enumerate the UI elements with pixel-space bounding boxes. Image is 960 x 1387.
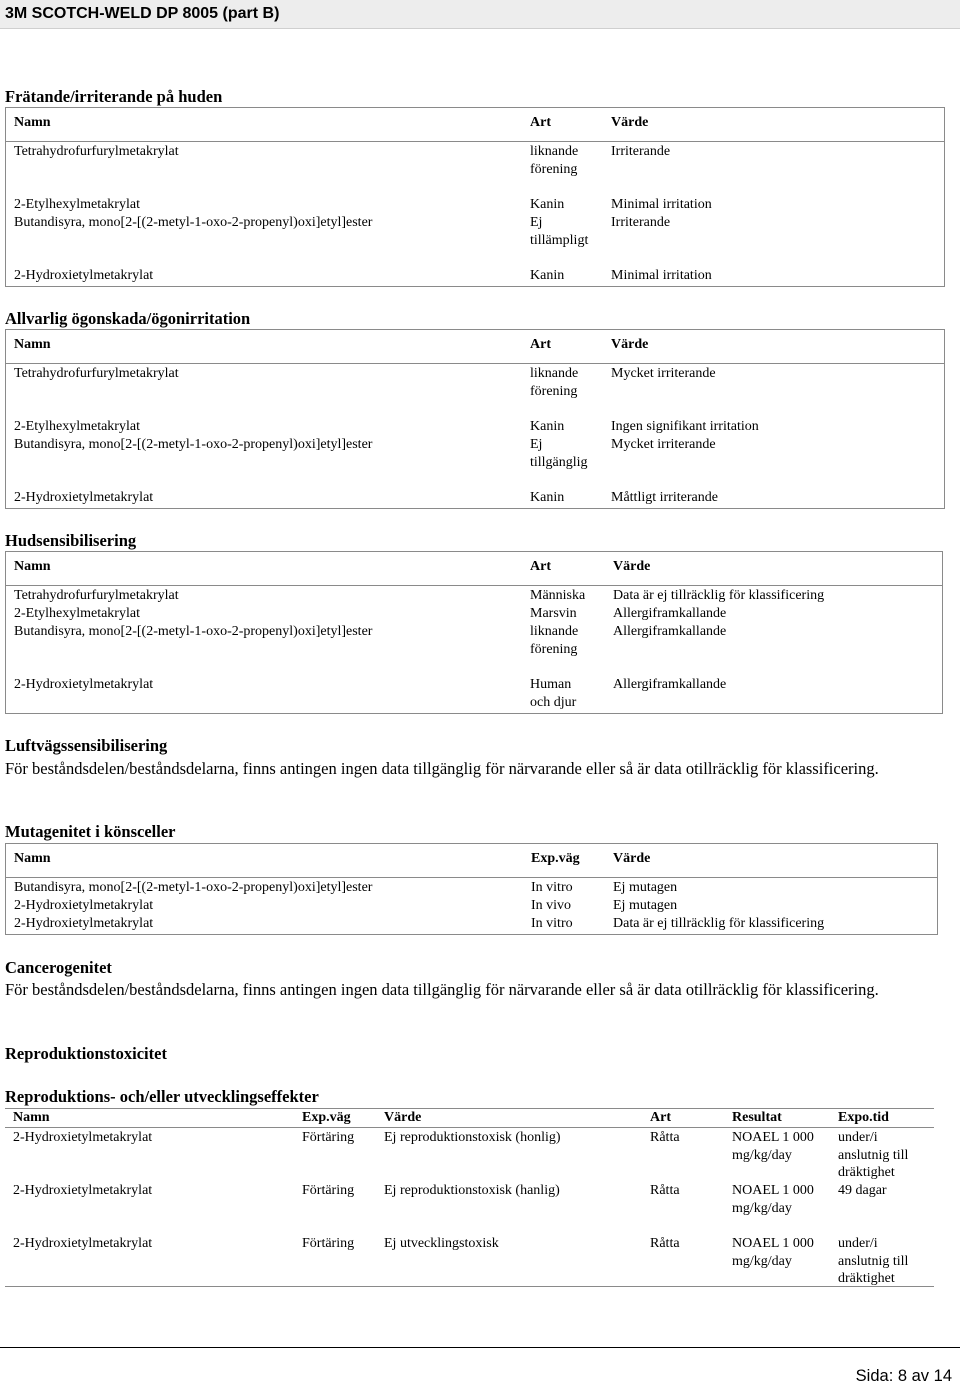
column-header-varde: Värde bbox=[611, 115, 649, 130]
column-header-art: Art bbox=[530, 559, 551, 574]
column-header-art: Art bbox=[650, 1110, 671, 1125]
cell-exp: Förtäring bbox=[302, 1130, 355, 1145]
cell-namn: Butandisyra, mono[2-[(2-metyl-1-oxo-2-propenyl)oxi]etyl]ester bbox=[14, 437, 373, 452]
cell-varde: Ej reproduktionstoxisk (hanlig) bbox=[384, 1183, 560, 1198]
section-title-reproductive-developmental-effects: Reproduktions- och/eller utvecklingseffekter bbox=[5, 1087, 319, 1106]
table-row bbox=[6, 878, 937, 896]
table-row bbox=[5, 1234, 934, 1287]
eye-irritation-table bbox=[5, 329, 945, 509]
table-row bbox=[5, 1128, 934, 1181]
cell-exp: In vitro bbox=[531, 880, 573, 895]
cell-namn: 2-Hydroxietylmetakrylat bbox=[14, 898, 154, 913]
table-row bbox=[6, 213, 944, 266]
table-row bbox=[6, 622, 942, 675]
section-title-skin-irritation: Frätande/irriterande på huden bbox=[5, 87, 223, 106]
table-row bbox=[6, 364, 944, 417]
document-header bbox=[0, 0, 960, 29]
cell-art: Råtta bbox=[650, 1183, 680, 1198]
cell-exp: In vivo bbox=[531, 898, 572, 913]
section-title-eye-irritation: Allvarlig ögonskada/ögonirritation bbox=[5, 309, 251, 328]
cell-art: Ej tillämpligt bbox=[530, 215, 589, 248]
section-title-respiratory-sensitisation: Luftvägssensibilisering bbox=[5, 736, 168, 755]
table-row bbox=[6, 435, 944, 488]
cell-exp: In vitro bbox=[531, 916, 573, 931]
carcinogenicity-text: För beståndsdelen/beståndsdelarna, finns antingen ingen data tillgänglig för närvarande eller så är data otillräcklig för klassificering. bbox=[5, 980, 879, 999]
page-number: Sida: 8 av 14 bbox=[855, 1367, 952, 1385]
cell-expo: under/i anslutnig till dräktighet bbox=[838, 1130, 909, 1180]
cell-exp: Förtäring bbox=[302, 1236, 355, 1251]
cell-expo: 49 dagar bbox=[838, 1183, 887, 1198]
footer-divider bbox=[0, 1347, 960, 1348]
cell-resultat: NOAEL 1 000 mg/kg/day bbox=[732, 1130, 814, 1163]
cell-namn: 2-Hydroxietylmetakrylat bbox=[14, 490, 154, 505]
cell-namn: Butandisyra, mono[2-[(2-metyl-1-oxo-2-propenyl)oxi]etyl]ester bbox=[14, 215, 373, 230]
skin-irritation-table bbox=[5, 107, 945, 287]
cell-art: Ej tillgänglig bbox=[530, 437, 588, 470]
table-row bbox=[6, 488, 944, 506]
cell-namn: Butandisyra, mono[2-[(2-metyl-1-oxo-2-propenyl)oxi]etyl]ester bbox=[14, 880, 373, 895]
cell-varde: Ej mutagen bbox=[613, 880, 678, 895]
cell-varde: Irriterande bbox=[611, 144, 671, 159]
table-header bbox=[6, 330, 944, 364]
cell-varde: Ej utvecklingstoxisk bbox=[384, 1236, 499, 1251]
cell-namn: 2-Etylhexylmetakrylat bbox=[14, 419, 140, 434]
cell-resultat: NOAEL 1 000 mg/kg/day bbox=[732, 1183, 814, 1216]
cell-varde: Måttligt irriterande bbox=[611, 490, 718, 505]
cell-namn: Tetrahydrofurfurylmetakrylat bbox=[14, 366, 179, 381]
cell-namn: 2-Hydroxietylmetakrylat bbox=[14, 916, 154, 931]
cell-varde: Allergiframkallande bbox=[613, 677, 727, 692]
column-header-namn: Namn bbox=[14, 559, 51, 574]
column-header-varde: Värde bbox=[384, 1110, 422, 1125]
section-title-reproductive-toxicity: Reproduktionstoxicitet bbox=[5, 1044, 167, 1063]
cell-varde: Allergiframkallande bbox=[613, 624, 727, 639]
table-row bbox=[5, 1181, 934, 1234]
cell-namn: 2-Etylhexylmetakrylat bbox=[14, 197, 140, 212]
table-row bbox=[6, 142, 944, 195]
cell-namn: 2-Hydroxietylmetakrylat bbox=[13, 1236, 153, 1251]
table-row bbox=[6, 417, 944, 435]
column-header-namn: Namn bbox=[13, 1110, 50, 1125]
column-header-varde: Värde bbox=[613, 851, 651, 866]
table-row bbox=[6, 586, 942, 604]
column-header-art: Art bbox=[530, 337, 551, 352]
table-row bbox=[6, 266, 944, 284]
cell-art: Kanin bbox=[530, 419, 565, 434]
cell-art: liknande förening bbox=[530, 366, 579, 399]
cell-expo: under/i anslutnig till dräktighet bbox=[838, 1236, 909, 1286]
skin-sensitisation-table bbox=[5, 551, 943, 714]
cell-varde: Mycket irriterande bbox=[611, 437, 716, 452]
table-row bbox=[6, 675, 942, 711]
table-row bbox=[6, 604, 942, 622]
cell-namn: 2-Hydroxietylmetakrylat bbox=[13, 1183, 153, 1198]
table-header bbox=[6, 108, 944, 142]
cell-varde: Ingen signifikant irritation bbox=[611, 419, 759, 434]
respiratory-sensitisation-text: För beståndsdelen/beståndsdelarna, finns antingen ingen data tillgänglig för närvarande eller så är data otillräcklig för klassificering. bbox=[5, 759, 879, 778]
table-header bbox=[6, 552, 942, 586]
table-header bbox=[6, 844, 937, 878]
cell-namn: Tetrahydrofurfurylmetakrylat bbox=[14, 144, 179, 159]
cell-varde: Ej mutagen bbox=[613, 898, 678, 913]
table-header bbox=[5, 1109, 934, 1128]
cell-varde: Mycket irriterande bbox=[611, 366, 716, 381]
cell-exp: Förtäring bbox=[302, 1183, 355, 1198]
cell-namn: 2-Hydroxietylmetakrylat bbox=[14, 268, 154, 283]
column-header-resultat: Resultat bbox=[732, 1110, 782, 1125]
document-title: 3M SCOTCH-WELD DP 8005 (part B) bbox=[5, 5, 280, 22]
cell-art: Marsvin bbox=[530, 606, 577, 621]
cell-art: Kanin bbox=[530, 197, 565, 212]
column-header-varde: Värde bbox=[613, 559, 651, 574]
column-header-exp: Exp.väg bbox=[302, 1110, 351, 1125]
column-header-namn: Namn bbox=[14, 337, 51, 352]
mutagenicity-table bbox=[5, 843, 938, 935]
cell-art: Råtta bbox=[650, 1236, 680, 1251]
column-header-expo: Expo.tid bbox=[838, 1110, 889, 1125]
cell-varde: Minimal irritation bbox=[611, 268, 712, 283]
cell-namn: 2-Hydroxietylmetakrylat bbox=[13, 1130, 153, 1145]
cell-namn: Butandisyra, mono[2-[(2-metyl-1-oxo-2-propenyl)oxi]etyl]ester bbox=[14, 624, 373, 639]
column-header-art: Art bbox=[530, 115, 551, 130]
reproductive-effects-table bbox=[5, 1108, 934, 1287]
cell-resultat: NOAEL 1 000 mg/kg/day bbox=[732, 1236, 814, 1269]
cell-namn: 2-Hydroxietylmetakrylat bbox=[14, 677, 154, 692]
table-row bbox=[6, 195, 944, 213]
column-header-exp: Exp.väg bbox=[531, 851, 580, 866]
cell-varde: Allergiframkallande bbox=[613, 606, 727, 621]
cell-art: Kanin bbox=[530, 490, 565, 505]
section-title-skin-sensitisation: Hudsensibilisering bbox=[5, 531, 137, 550]
cell-varde: Minimal irritation bbox=[611, 197, 712, 212]
column-header-varde: Värde bbox=[611, 337, 649, 352]
cell-art: Kanin bbox=[530, 268, 565, 283]
cell-art: Människa bbox=[530, 588, 586, 603]
cell-varde: Ej reproduktionstoxisk (honlig) bbox=[384, 1130, 561, 1145]
section-title-carcinogenicity: Cancerogenitet bbox=[5, 958, 112, 977]
cell-art: Human och djur bbox=[530, 677, 577, 710]
cell-varde: Data är ej tillräcklig för klassificering bbox=[613, 916, 825, 931]
table-row bbox=[6, 914, 937, 932]
column-header-namn: Namn bbox=[14, 851, 51, 866]
cell-namn: 2-Etylhexylmetakrylat bbox=[14, 606, 140, 621]
cell-art: Råtta bbox=[650, 1130, 680, 1145]
table-row bbox=[6, 896, 937, 914]
cell-art: liknande förening bbox=[530, 624, 579, 657]
section-title-mutagenicity: Mutagenitet i könsceller bbox=[5, 822, 176, 841]
cell-art: liknande förening bbox=[530, 144, 579, 177]
cell-namn: Tetrahydrofurfurylmetakrylat bbox=[14, 588, 179, 603]
column-header-namn: Namn bbox=[14, 115, 51, 130]
cell-varde: Data är ej tillräcklig för klassificering bbox=[613, 588, 825, 603]
cell-varde: Irriterande bbox=[611, 215, 671, 230]
